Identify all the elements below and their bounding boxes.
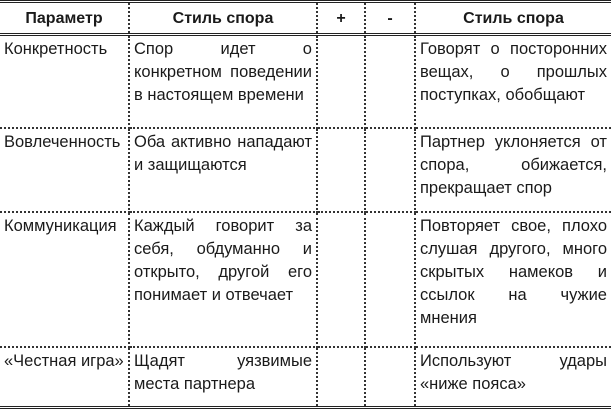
cell-parameter: Вовлеченность (0, 128, 129, 212)
cell-plus (317, 128, 365, 212)
comparison-table (0, 3, 611, 406)
table-header-row (0, 3, 611, 35)
cell-parameter: Коммуникация (0, 212, 129, 348)
cell-style-a: Каждый говорит за себя, обдуманно и открыто, другой его понимает и отвечает (129, 212, 317, 348)
header-minus: - (365, 3, 415, 35)
table-row (0, 212, 611, 348)
cell-style-b: Партнер уклоняется от спора, обижается, прекращает спор (415, 128, 611, 212)
table-row (0, 35, 611, 128)
cell-plus (317, 35, 365, 128)
cell-minus (365, 212, 415, 348)
cell-plus (317, 212, 365, 348)
cell-style-b: Используют удары «ниже пояса» (415, 347, 611, 406)
cell-style-a: Оба активно нападают и защищаются (129, 128, 317, 212)
header-style-a: Стиль спора (129, 3, 317, 35)
cell-parameter: Конкретность (0, 35, 129, 128)
cell-plus (317, 347, 365, 406)
cell-style-b: Повторяет свое, плохо слушая другого, много скрытых намеков и ссылок на чужие мнения (415, 212, 611, 348)
cell-parameter: «Честная игра» (0, 347, 129, 406)
cell-minus (365, 35, 415, 128)
cell-style-a: Щадят уязвимые места партнера (129, 347, 317, 406)
cell-minus (365, 347, 415, 406)
table-row (0, 347, 611, 406)
table-row (0, 128, 611, 212)
cell-minus (365, 128, 415, 212)
header-style-b: Стиль спора (415, 3, 611, 35)
header-plus: + (317, 3, 365, 35)
cell-style-b: Говорят о посторонних вещах, о прошлых поступках, обобщают (415, 35, 611, 128)
header-parameter: Параметр (0, 3, 129, 35)
cell-style-a: Спор идет о конкретном поведении в настоящем времени (129, 35, 317, 128)
